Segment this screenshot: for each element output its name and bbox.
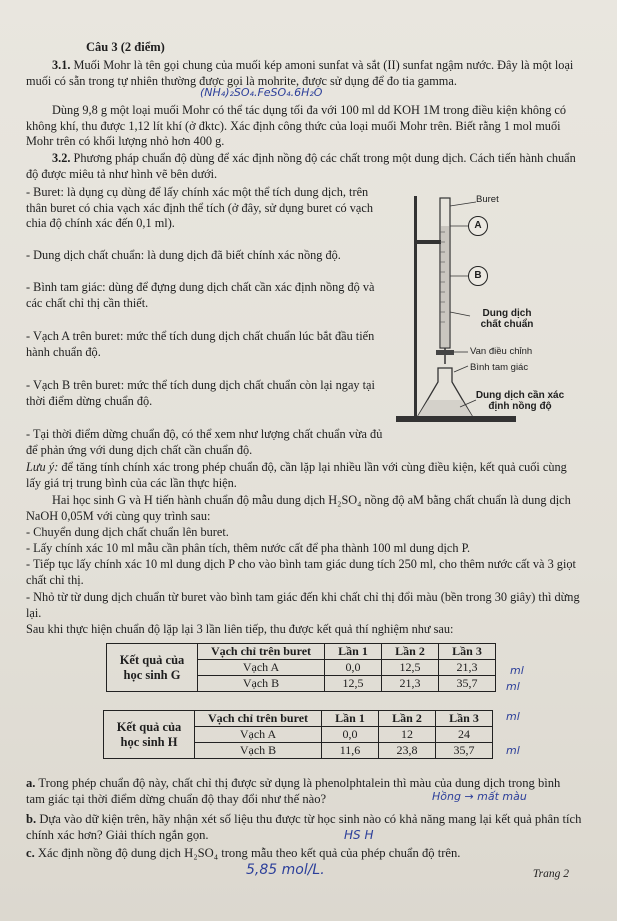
table-g-col1: Lần 1 (325, 644, 382, 660)
page-number: Trang 2 (532, 868, 569, 880)
part1-intro (26, 58, 582, 89)
results-intro: Sau khi thực hiện chuẩn độ lặp lại 3 lần liên tiếp, thu được kết quả thí nghiệm như sau: (26, 622, 454, 636)
step-1: - Chuyển dung dịch chất chuẩn lên buret. (26, 525, 229, 539)
handwritten-answer-c: 5,85 mol/L. (246, 862, 325, 878)
table-cell: 12,5 (325, 676, 382, 692)
part2-intro-text: Phương pháp chuẩn độ dùng để xác định nồng độ các chất trong một dung dịch. Cách tiến hành chuẩn độ được miêu tả như hình vẽ bên dưới. (26, 151, 576, 181)
table-cell: 12,5 (382, 660, 439, 676)
table-g-col3: Lần 3 (439, 644, 496, 660)
note-text: để tăng tính chính xác trong phép chuẩn độ, cần lặp lại nhiều lần với cùng điều kiện, kết quả cuối cùng lấy giá trị trung bình của các lần thực hiện. (26, 460, 567, 490)
step-4: - Nhỏ từ từ dung dịch chuẩn từ buret vào bình tam giác đến khi chất chỉ thị đổi màu (bền trong 30 giây) thì dừng lại. (26, 590, 580, 620)
part1-task: Dùng 9,8 g một loại muối Mohr có thể tác dụng tối đa với 100 ml dd KOH 1M trong điều kiện không có không khí, thu được 1,12 lít khí (ở đktc). Xác định công thức của loại muối Mohr trên. Biết rằng 1 mol muối Mohr trên có khối lượng nhỏ hơn 400 g. (26, 103, 567, 148)
question-a-text: Trong phép chuẩn độ này, chất chỉ thị được sử dụng là phenolphtalein thì màu của dung dịch trong bình tam giác tại thời điểm dừng chuẩn độ thay đổi như thế nào? (26, 776, 561, 806)
table-h-row-a-label: Vạch A (195, 727, 322, 743)
step-2: - Lấy chính xác 10 ml mẫu cần phân tích, thêm nước cất để pha thành 100 ml dung dịch P. (26, 541, 471, 555)
standard-solution-definition: - Dung dịch chất chuẩn: là dung dịch đã biết chính xác nồng độ. (26, 248, 341, 262)
flask-definition: - Bình tam giác: dùng để đựng dung dịch chất cần xác định nồng độ và các chất chỉ thị cần thiết. (26, 280, 375, 310)
table-cell: 21,3 (439, 660, 496, 676)
question-c (26, 846, 582, 862)
table-h-col3: Lần 3 (436, 711, 493, 727)
handwritten-unit-h2: ml (506, 744, 520, 757)
diagram-analyte-label: Dung dịch cần xác định nồng độ (475, 390, 565, 412)
question-a-label: a. (26, 776, 36, 790)
question-b (26, 812, 582, 843)
handwritten-unit-h1: ml (506, 710, 520, 723)
table-h-row-b-label: Vạch B (195, 743, 322, 759)
table-cell: 21,3 (382, 676, 439, 692)
handwritten-formula-note: (NH₄)₂SO₄.FeSO₄.6H₂O (200, 86, 323, 99)
table-cell: 24 (436, 727, 493, 743)
handwritten-answer-b: HS H (344, 828, 374, 842)
titration-diagram (390, 192, 600, 432)
table-cell: 12 (379, 727, 436, 743)
note-label: Lưu ý: (26, 460, 59, 474)
diagram-flask-label: Bình tam giác (470, 362, 529, 373)
handwritten-unit-g2: ml (506, 680, 520, 693)
table-g-label: Kết quả của học sinh G (107, 644, 198, 692)
table-cell: 0,0 (322, 727, 379, 743)
table-row (104, 711, 493, 727)
table-cell: 11,6 (322, 743, 379, 759)
table-cell: 23,8 (379, 743, 436, 759)
diagram-mark-b: B (468, 266, 488, 286)
diagram-mark-a: A (468, 216, 488, 236)
table-h-label: Kết quả của học sinh H (104, 711, 195, 759)
note-paragraph (26, 460, 582, 491)
table-g-col2: Lần 2 (382, 644, 439, 660)
table-row (107, 644, 496, 660)
buret-definition: - Buret: là dụng cụ dùng để lấy chính xác một thể tích dung dịch, trên thân buret có chia vạch xác định thể tích (ở đây, sử dụng buret có vạch chia độ chính xác đến 0,1 ml). (26, 185, 373, 230)
table-cell: 0,0 (325, 660, 382, 676)
table-h-col2: Lần 2 (379, 711, 436, 727)
question-c-text: Xác định nồng độ dung dịch H₂SO₄ trong mẫu theo kết quả của phép chuẩn độ trên. (37, 846, 461, 860)
table-cell: 35,7 (436, 743, 493, 759)
table-h-col1: Lần 1 (322, 711, 379, 727)
table-g-row-a-label: Vạch A (198, 660, 325, 676)
diagram-buret-label: Buret (476, 194, 499, 205)
handwritten-answer-a: Hồng → mất màu (432, 790, 527, 803)
table-g-row-b-label: Vạch B (198, 676, 325, 692)
diagram-standard-solution-label: Dung dịch chất chuẩn (480, 308, 534, 330)
part1-intro-text: Muối Mohr là tên gọi chung của muối kép amoni sunfat và sắt (II) sunfat ngậm nước. Đây là một loại muối có sẵn trong tự nhiên thường được gọi là mohrite, được sử dụng để đo tia gamma. (26, 58, 574, 88)
table-h-col-mark: Vạch chỉ trên buret (195, 711, 322, 727)
mark-a-definition: - Vạch A trên buret: mức thể tích dung dịch chất chuẩn lúc bắt đầu tiến hành chuẩn độ. (26, 329, 375, 359)
question-b-label: b. (26, 812, 37, 826)
question-c-label: c. (26, 846, 35, 860)
part1-number: 3.1. (52, 58, 71, 72)
results-table-h (103, 710, 493, 759)
table-cell: 35,7 (439, 676, 496, 692)
diagram-valve-label: Van điều chỉnh (470, 346, 533, 357)
question-b-text: Dựa vào dữ kiện trên, hãy nhận xét số liệu thu được từ học sinh nào có khả năng mang lại kết quả phân tích chính xác hơn? Giải thích ngắn gọn. (26, 812, 582, 842)
handwritten-unit-g1: ml (510, 664, 524, 677)
results-table-g (106, 643, 496, 692)
part2-number: 3.2. (52, 151, 71, 165)
mark-b-definition: - Vạch B trên buret: mức thể tích dung dịch chất chuẩn còn lại ngay tại thời điểm dừng chuẩn độ. (26, 378, 375, 408)
question-title: Câu 3 (2 điểm) (86, 40, 165, 54)
table-g-col-mark: Vạch chỉ trên buret (198, 644, 325, 660)
endpoint-definition: - Tại thời điểm dừng chuẩn độ, có thể xem như lượng chất chuẩn vừa đủ để phản ứng với dung dịch chất cần chuẩn độ. (26, 427, 383, 457)
step-3: - Tiếp tục lấy chính xác 10 ml dung dịch P cho vào bình tam giác dung tích 250 ml, cho thêm nước cất và 3 giọt chất chỉ thị. (26, 557, 576, 587)
experiment-intro: Hai học sinh G và H tiến hành chuẩn độ mẫu dung dịch H₂SO₄ nồng độ aM bằng chất chuẩn là dung dịch NaOH 0,05M với cùng quy trình sau: (26, 493, 571, 523)
part2-intro (26, 151, 582, 182)
